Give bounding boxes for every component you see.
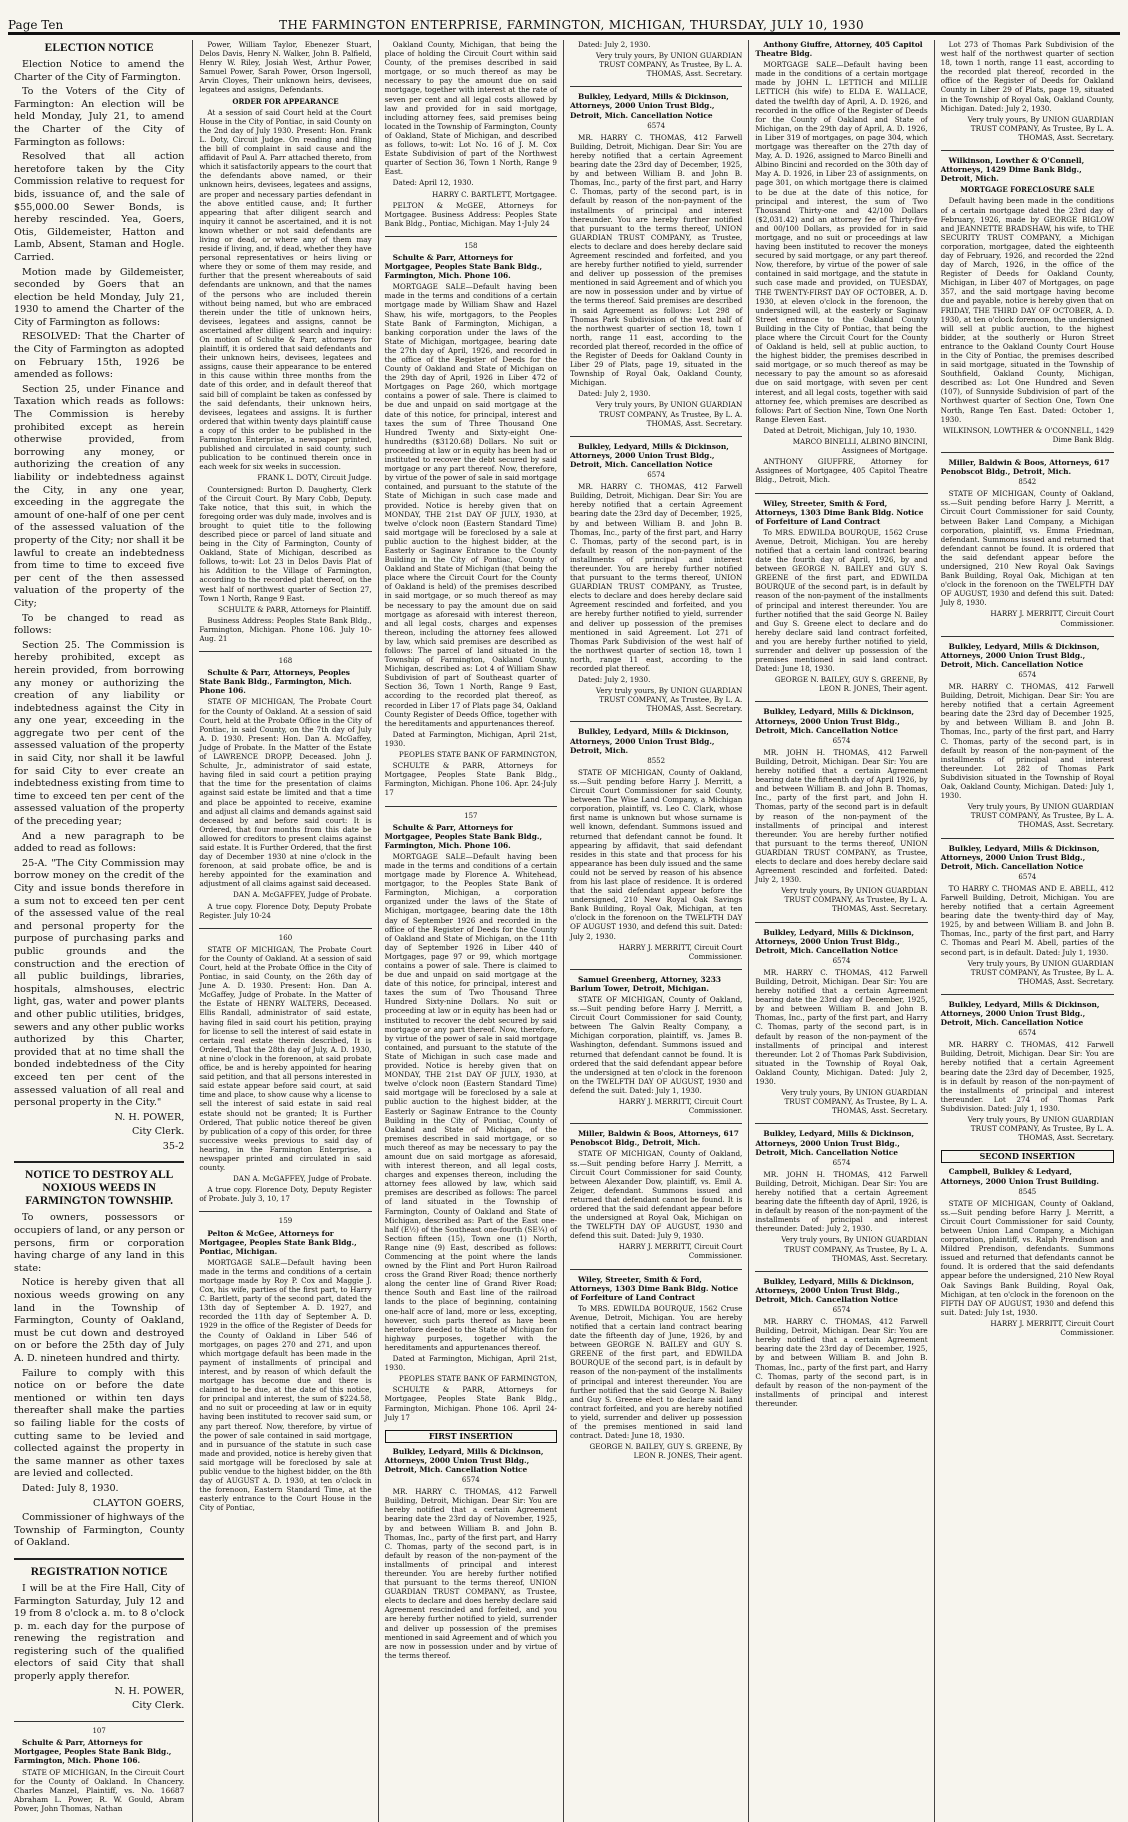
probate-foot: A true copy. Florence Doty, Deputy Register of Probate. July 3, 10, 17 bbox=[199, 1185, 372, 1204]
suit-body: STATE OF MICHIGAN, County of Oakland, ss.—Suit pending before Harry J. Merritt, a Circuit Court Commissioner for said County, between Alexander Dow, plaintiff, vs. Emil A. Zeiger, defendant. Summons issued and returned that defendant cannot be found. It is ordered that the said defendant appear before the undersigned at Royal Oak, Michigan on the TWELFTH DAY OF AUGUST, 1930 and defend this suit. Dated: July 9, 1930. bbox=[569, 1149, 743, 1241]
divider bbox=[941, 994, 1114, 995]
cancellation-notice bbox=[941, 1000, 1114, 1142]
attorney-line: Schulte & Parr, Attorneys for Mortgagee, Peoples State Bank Bldg., Farmington, Mich. Phone 106. bbox=[384, 252, 543, 281]
agent-signature: GEORGE N. BAILEY, GUY S. GREENE, By LEON R. JONES, Their agent. bbox=[774, 675, 928, 694]
judge-signature: DAN A. McGAFFEY, Judge of Probate. bbox=[233, 890, 372, 900]
weeds-notice bbox=[14, 1169, 184, 1549]
attorney-line: Wilkinson, Lowther & O'Connell, Attorneys, 1429 Dime Bank Bldg., Detroit, Mich. bbox=[940, 156, 1085, 184]
notice-number: 168 bbox=[278, 657, 293, 666]
commissioner-signature: HARRY J. MERRITT, Circuit Court Commissioner. bbox=[618, 1097, 743, 1116]
probate-body: STATE OF MICHIGAN, The Probate Court for the County of Oakland. At a session of said Court, held at the Probate Office in the City of Pontiac, in said County, on the 7th day of July A. D. 1930. Present: Hon. Dan A. McGaffey, Judge of Probate. In the Matter of the Estate of LAWRENCE DROPP, Deceased. John J. Schulte, Jr., administrator of said estate, having filed in said court a petition praying that the time for the presentation of claims against said estate be limited and that a time and place be appointed to receive, examine and adjust all claims and demands against said deceased by and before said court: It is Ordered, that four months from this date be allowed for creditors to present claims against said estate. It is Further Ordered, that the first day of December 1930 at nine o'clock in the forenoon, at said probate office, be and is hereby appointed for the examination and adjustment of all claims against said deceased. bbox=[199, 697, 372, 889]
attorney-line: Samuel Greenberg, Attorney, 3233 Barlum Tower, Detroit, Michigan. bbox=[569, 974, 722, 993]
attorney-line: Bulkley, Ledyard, Mills & Dickinson, Attorneys, 2000 Union Trust Bldg., Detroit, Mich. Cancellation Notice bbox=[755, 927, 915, 955]
election-num: 35-2 bbox=[162, 1140, 185, 1152]
mortgage-foot: SCHULTE & PARR, Attorneys for Mortgagee, Peoples State Bank Bldg., Farmington, Michigan. Phone 106. Apr. 24-July 17 bbox=[384, 761, 557, 798]
attorney-line: Schulte & Parr, Attorneys, Peoples State Bank Bldg., Farmington, Mich. Phone 106. bbox=[199, 668, 352, 696]
masthead bbox=[8, 6, 1120, 35]
mortgage-sale-shaw bbox=[385, 242, 557, 798]
notice-dated: Dated: July 2, 1930. bbox=[577, 675, 651, 685]
forfeiture-body: To MRS. EDWILDA BOURQUE, 1562 Cruse Avenue, Detroit, Michigan. You are hereby notified that a certain land contract bearing date the fifteenth day of June, 1926, by and between GEORGE N. BAILEY and GUY S. GREENE of the first part, and EDWILDA BOURQUE of the second part, is in default by reason of the non-payment of the installments of principal and interest thereunder. You are further notified that the said George N. Bailey and Guy S. Greene elect to declare said land contract forfeited, and you are hereby notified to yield, surrender and deliver up possession of the premises mentioned in said land contract. Dated: June 18, 1930. bbox=[569, 1303, 743, 1441]
land-contract-forfeiture bbox=[570, 1275, 742, 1461]
notice-number: 8552 bbox=[647, 756, 666, 765]
mortgage-dated: Dated: April 12, 1930. bbox=[392, 178, 474, 188]
trust-signature: Very truly yours, By UNION GUARDIAN TRUST COMPANY, As Trustee, By L. A. THOMAS, Asst. Secretary. bbox=[967, 1115, 1114, 1143]
attorney-line: Schulte & Parr, Attorneys for Mortgagee, Peoples State Bank Bldg., Farmington, Mich. Phone 106. bbox=[14, 1738, 172, 1766]
notice-number: 6574 bbox=[1018, 670, 1037, 679]
attorney-line: Bulkley, Ledyard, Mills & Dickinson, Attorneys, 2000 Union Trust Bldg., Detroit, Mich. Cancellation Notice bbox=[569, 92, 729, 120]
attorney-line: Bulkley, Ledyard, Mills & Dickinson, Attorneys, 2000 Union Trust Bldg., Detroit, Mich. Cancellation Notice bbox=[755, 1276, 915, 1304]
cancellation-notice bbox=[941, 642, 1114, 830]
mortgage-sale-whitehead bbox=[385, 812, 557, 1422]
mortgage-foreclosure-sale bbox=[941, 156, 1114, 444]
attorney-line: Anthony Giuffre, Attorney, 405 Capitol Theatre Bldg. bbox=[755, 40, 923, 59]
attorney-line: Bulkley, Ledyard, Mills & Dickinson, Attorneys, 2000 Union Trust Bldg., Detroit, Mich. Cancellation Notice bbox=[755, 707, 915, 735]
judge-signature: DAN A. McGAFFEY, Judge of Probate. bbox=[233, 1174, 372, 1184]
election-notice-p5: Section 25, under Finance and Taxation which reads as follows: The Commission is hereby prohibited except as herein otherwise provided, from borrowing any money, or authorizing the creation of any liability or indebtedness against the City, in any one year, exceeding in the aggregate the amount of one-half of one per cent of the assessed valuation of the property of the City; nor shall it be lawful to create an indebtedness from time to time to exceed five per cent of the then assessed valuation of the property of the City; bbox=[14, 383, 185, 609]
mortgage-body: Oakland County, Michigan, that being the place of holding the Circuit Court within said County, of the premises described in said mortgage, or so much thereof as may be necessary to pay the amount due on said mortgage, together with interest at the rate of seven per cent and all legal costs allowed by law and provided for in said mortgage, including attorney fees, said premises being located in the Township of Farmington, County of Oakland, State of Michigan, and described as follows, to-wit: Lot No. 16 of J. M. Cox Estate Subdivision of part of the Northwest quarter of Section 36, Town 1 North, Range 9 East. bbox=[384, 40, 557, 177]
cancellation-notice bbox=[570, 442, 742, 714]
cancellation-notice bbox=[385, 1447, 557, 1660]
notice-number: 6574 bbox=[832, 1306, 851, 1314]
cancellation-body: MR. HARRY C. THOMAS, 412 Farwell Building, Detroit, Michigan. Dear Sir: You are hereby notified that a certain Agreement bearing date the 23rd day of December, 1925, by and between William B. and John B. Thomas, Inc., party of the first part, and Harry C. Thomas, party of the second part, is in default by reason of the non-payment of the installments of principal and interest thereunder. bbox=[755, 1317, 928, 1408]
weeds-p1: To owners, possessors or occupiers of land, or any person or persons, firm or corporation having charge of any land in this state: bbox=[14, 1212, 185, 1274]
column-5 bbox=[749, 40, 934, 1822]
attorney-line: Miller, Baldwin & Boos, Attorneys, 617 Penobscot Bldg., Detroit, Mich. bbox=[940, 457, 1110, 477]
cancellation-notice bbox=[755, 928, 927, 1116]
notice-number: 6574 bbox=[1018, 872, 1037, 881]
column-4 bbox=[564, 40, 749, 1822]
divider bbox=[14, 1161, 184, 1163]
election-notice-p1: To the Voters of the City of Farmington: An election will be held Monday, July 21, to amend the Charter of the City of Farmington as follows: bbox=[14, 86, 185, 148]
election-notice-p3: Motion made by Gildemeister, seconded by Goers that an election be held Monday, July 21, 1930 to amend the Charter of the City of Farmington as follows: bbox=[14, 266, 185, 328]
divider bbox=[941, 636, 1114, 637]
notice-dated: Dated: July 2, 1930. bbox=[577, 389, 651, 399]
cancellation-body: MR. HARRY C. THOMAS, 412 Farwell Building, Detroit, Michigan. Dear Sir: You are hereby notified that a certain Agreement bearing date the 23rd day of December, 1925, by and between William B. and John B. Thomas, Inc., party of the first part, and Harry C. Thomas, party of the second part, is in default by reason of the non-payment of the installments of principal and interest thereunder. You are hereby further notified that pursuant to the terms thereof, UNION GUARDIAN TRUST COMPANY, as Trustee, elects to declare and does hereby declare said Agreement rescinded and forfeited, and you are hereby further notified to yield, surrender and deliver up possession of the premises mentioned in said Agreement and of which you are now in possession under and by virtue of the terms thereof. Said premises are described in said Agreement as follows: Lot 298 of Thomas Park Subdivision of the west half of the northwest quarter of section 18, town 1 north, range 11 east, according to the recorded plat thereof, recorded in the office of the Register of Deeds for Oakland County in Liber 29 of Plats, page 19, situated in the Township of Royal Oak, Oakland County, Michigan. bbox=[569, 132, 743, 388]
suit-body: STATE OF MICHIGAN, County of Oakland, ss.—Suit pending before Harry J. Merritt, a Circuit Court Commissioner for said County, between Union Land Company, a Michigan corporation, plaintiff, vs. Ralph Prendison and Mildred Prendison, defendants. Summons issued and returned that defendants cannot be found. It is ordered that the said defendants appear before the undersigned, 210 New Royal Oak Savings Bank Building, Royal Oak, Michigan, at ten o'clock in the forenoon on the FIFTH DAY OF AUGUST, 1930 and defend this suit. Dated: July 1st, 1930. bbox=[940, 1198, 1114, 1317]
judge-signature: FRANK L. DOTY, Circuit Judge. bbox=[257, 473, 372, 483]
attorney-line: Campbell, Bulkley & Ledyard, Attorneys, 2000 Union Trust Building. bbox=[940, 1167, 1099, 1186]
weeds-notice-title: NOTICE TO DESTROY ALL NOXIOUS WEEDS IN FARMINGTON TOWNSHIP. bbox=[24, 1169, 174, 1208]
weeds-signer: CLAYTON GOERS, bbox=[93, 1497, 185, 1509]
election-notice-p4: RESOLVED: That the Charter of the City of Farmington as adopted on February 15th, 1926 be amended as follows: bbox=[14, 331, 185, 381]
mortgagee-signature: HARRY C. BARTLETT, Mortgagee. bbox=[431, 189, 557, 199]
cancellation-body: MR. HARRY C. THOMAS, 412 Farwell Building, Detroit, Michigan. Dear Sir: You are hereby notified that a certain Agreement bearing date the 23rd day of December, 1925, by and between William B. and John B. Thomas, Inc., party of the first part, and Harry C. Thomas, party of the second part, is in default by reason of the non-payment of the installments of principal and interest thereunder. Lot 2 of Thomas Park Subdivision, situated in the Township of Royal Oak, Oakland County, Michigan. Dated: July 2, 1930. bbox=[755, 967, 928, 1087]
notice-number: 157 bbox=[464, 811, 478, 820]
divider bbox=[755, 493, 927, 494]
attorney-line: Bulkley, Ledyard, Mills & Dickinson, Attorneys, 2000 Union Trust Bldg., Detroit, Mich. Cancellation Notice bbox=[569, 441, 729, 469]
notice-number: 107 bbox=[92, 1726, 106, 1735]
column-6 bbox=[935, 40, 1120, 1822]
trust-signature: Very truly yours, By UNION GUARDIAN TRUST COMPANY, As Trustee, By L. A. THOMAS, Asst. Secretary. bbox=[967, 114, 1114, 142]
cancellation-body: MR. HARRY C. THOMAS, 412 Farwell Building, Detroit, Michigan. Dear Sir: You are hereby notified that a certain Agreement bearing date the 23rd day of November, 1925, by and between William B. and John B. Thomas, Inc., party of the first part, and Harry C. Thomas, party of the second part, is in default by reason of the non-payment of the installments of principal and interest thereunder. You are hereby further notified that pursuant to the terms thereof, UNION GUARDIAN TRUST COMPANY, as Trustee, elects to declare and does hereby declare said Agreement rescinded and forfeited, and you are hereby further notified to yield, surrender and deliver up possession of the premises mentioned in said Agreement and of which you are now in possession under and by virtue of the terms thereof. bbox=[384, 1487, 557, 1660]
cancellation-body: MR. JOHN H. THOMAS, 412 Farwell Building, Detroit, Michigan. Dear Sir: You are hereby notified that a certain Agreement bearing date the fifteenth day of April 1926, by and between William B. and John B. Thomas, Inc., party of the first part, and John H. Thomas, party of the second part is in default by reason of the non-payment of the installments of principal and interest thereunder. You are hereby further notified that pursuant to the terms thereof, UNION GUARDIAN TRUST COMPANY, as Trustee, elects to declare and does hereby declare said Agreement rescinded and forfeited. Dated: July 2, 1930. bbox=[755, 747, 928, 885]
foreclosure-heading: MORTGAGE FORECLOSURE SALE bbox=[960, 185, 1095, 195]
attorney-line: Bulkley, Ledyard, Mills & Dickinson, Attorneys, 2000 Union Trust Bldg., Detroit, Mich. Cancellation Notice bbox=[940, 999, 1100, 1028]
notice-number: 8542 bbox=[1018, 478, 1037, 487]
cancellation-notice bbox=[755, 1277, 927, 1408]
mortgage-body: MORTGAGE SALE—Default having been made in the terms and conditions of a certain mortgage made by Florence A. Whitehead, mortgagor, to the Peoples State Bank of Farmington, Michigan, a corporation organized under the laws of the State of Michigan, mortgagee, bearing date the 18th day of September 1926 and recorded in the office of the Register of Deeds for the County of Oakland and State of Michigan, on the 11th day of September 1926 in Liber 440 of Mortgages, page 97 or 99, which mortgage contains a power of sale. There is claimed to be due and unpaid on said mortgage at the date of this notice, for principal, interest and taxes the sum of Two Thousand Three Hundred Sixty-nine Dollars. No suit or proceeding at law or in equity has been had or instituted to recover the debt secured by said mortgage or any part thereof. Now, therefore, by virtue of the power of sale in said mortgage contained, and pursuant to the statute of the State of Michigan in such case made and provided. Notice is hereby given that on MONDAY, THE 21st DAY OF JULY, 1930, at twelve o'clock noon (Eastern Standard Time) said mortgage will be foreclosed by a sale at public auction to the highest bidder, at the Easterly or Saginaw Entrance to the County Building in the City of Pontiac, County of Oakland and State of Michigan, of the premises described in said mortgage, or so much thereof as may be necessary to pay the amount due on said mortgage as aforesaid, with interest thereon, and all legal costs, charges and expenses thereon, including the attorney fees allowed by law, which said premises are described as follows: The parcel of land situated in the Township of Farmington, County of Oakland and State of Michigan, described as: Part of the East one-half (E½) of the Southeast one-fourth (SE¼) of Section fifteen (15), Town one (1) North, Range nine (9) East, described as follows: Commencing at the point where the lands owned by the Flint and Port Huron Railroad cross the Grand River Road; thence northerly along the center line of Grand River Road; thence South and East line of the railroad lands to the place of beginning, containing one-half acre of land, more or less, excepting, however, such parts thereof as have been heretofore deeded to the State of Michigan for highway purposes, together with the hereditaments and appurtenances thereof. bbox=[384, 851, 557, 1352]
notice-number: 6574 bbox=[832, 1158, 851, 1167]
commissioner-signature: HARRY J. MERRITT, Circuit Court Commissioner. bbox=[990, 609, 1114, 628]
election-signer: N. H. POWER, bbox=[114, 1111, 185, 1123]
attorney-line: Bulkley, Ledyard, Mills & Dickinson, Attorneys, 2000 Union Trust Bldg., Detroit, Mich. bbox=[569, 727, 729, 755]
election-notice-p8: And a new paragraph to be added to read as follows: bbox=[14, 830, 185, 855]
trust-signature: Very truly yours, By UNION GUARDIAN TRUST COMPANY, As Trustee, By L. A. THOMAS, Asst. Secretary. bbox=[595, 686, 743, 714]
order-heading: ORDER FOR APPEARANCE bbox=[232, 96, 339, 106]
notice-number: 6574 bbox=[647, 471, 666, 480]
attorney-line: Bulkley, Ledyard, Mills & Dickinson, Attorneys, 2000 Union Trust Bldg., Detroit, Mich. Cancellation Notice bbox=[940, 641, 1100, 669]
divider bbox=[199, 928, 371, 929]
divider bbox=[199, 1211, 371, 1212]
divider bbox=[570, 1123, 742, 1124]
divider bbox=[755, 1123, 927, 1124]
attorney-line: Bulkley, Ledyard, Mills & Dickinson, Attorneys, 2000 Union Trust Bldg., Detroit, Mich. Cancellation Notice bbox=[755, 1129, 915, 1157]
bank-signature: PEOPLES STATE BANK OF FARMINGTON, bbox=[398, 1374, 557, 1384]
notice-number: 6574 bbox=[461, 1476, 480, 1485]
trust-signature: Very truly yours, By UNION GUARDIAN TRUST COMPANY, As Trustee, By L. A. THOMAS, Asst. Secretary. bbox=[595, 400, 743, 428]
order-tail: Countersigned: Burton D. Daugherty, Clerk of the Circuit Court. By Mary Cobb, Deputy. Take notice, that this suit, in which the foregoing order was duly made, involves and is brought to quiet title to the following described piece or parcel of land situate and being in the City of Farmington, County of Oakland, State of Michigan, described as follows, to-wit: Lot 23 in Delos Davis Plat of his Addition to the Village of Farmington, according to the recorded plat thereof, on the west half of northwest quarter of Section 27, Town 1 North, Range 9 East. bbox=[199, 484, 372, 603]
court-suit-notice bbox=[570, 1129, 742, 1260]
divider bbox=[941, 452, 1114, 453]
commissioner-signature: HARRY J. MERRITT, Circuit Court Commissioner. bbox=[618, 942, 743, 961]
divider bbox=[385, 806, 557, 807]
commissioner-signature: HARRY J. MERRITT, Circuit Court Commissioner. bbox=[990, 1318, 1114, 1337]
cancellation-body: MR. HARRY C. THOMAS, 412 Farwell Building, Detroit, Michigan. Dear Sir: You are hereby notified that a certain Agreement bearing date the 23rd day of December 1925, by and between William B. and John B. Thomas, Inc., party of the first part, and Harry C. Thomas, party of the second part, is in default by reason of the non-payment of the installments of principal and interest thereunder. Lot 282 of Thomas Park Subdivision situated in the Township of Royal Oak, Oakland County, Michigan. Dated: July 1, 1930. bbox=[940, 682, 1114, 801]
mortgage-dated: Dated at Farmington, Michigan, April 21st, 1930. bbox=[384, 729, 557, 748]
notice-number: 160 bbox=[278, 933, 293, 942]
mortgage-body: MORTGAGE SALE—Default having been made in the terms and conditions of a certain mortgage made by Roy P. Cox and Maggie J. Cox, his wife, parties of the first part, to Harry C. Bartlett, party of the second part, dated the 13th day of September A. D. 1927, and recorded the 11th day of September A. D. 1929 in the office of the Register of Deeds for the County of Oakland in Liber 546 of mortgages, on pages 270 and 271, and upon which mortgage default has been made in the payment of installments of principal and interest, and by reason of which default the mortgage has become due and there is claimed to be due, at the date of this notice, for principal and interest, the sum of $224.58, and no suit or proceeding at law or in equity having been instituted to recover said sum, or any part thereof. Now, therefore, by virtue of the power of sale contained in said mortgage, and in pursuance of the statute in such case made and provided, notice is hereby given that said mortgage will be foreclosed by sale at public vendue to the highest bidder, on the 8th day of AUGUST A. D. 1930, at ten o'clock in the forenoon, Eastern Standard Time, at the easterly entrance to the Court House in the City of Pontiac, bbox=[199, 1257, 372, 1513]
commissioner-signature: HARRY J. MERRITT, Circuit Court Commissioner. bbox=[618, 1242, 743, 1261]
registration-signer: N. H. POWER, bbox=[114, 1685, 185, 1697]
mortgage-sale-cox bbox=[199, 1217, 371, 1512]
page-number: Page Ten bbox=[8, 18, 64, 32]
foreclosure-body: Default having been made in the conditions of a certain mortgage dated the 23rd day of February, 1926, made by GEORGE BIGLOW and JEANNETTE BRADSHAW, his wife, to THE SECURITY TRUST COMPANY, a Michigan corporation, mortgagee, dated the eighteenth day of February, 1926, and recorded the 22nd day of March, 1926, in the office of the Register of Deeds for Oakland County, Michigan, in Liber 407 of Mortgages, on page 357, and the said mortgage having become due and payable, notice is hereby given that on FRIDAY, THE THIRD DAY OF OCTOBER, A. D. 1930, at ten o'clock forenoon, the undersigned will sell at public auction, to the highest bidder, at the southerly or Huron Street entrance to the Oakland County Court House in the City of Pontiac, the premises described in said mortgage, situated in the Township of Southfield, Oakland County, Michigan, described as: Lot One Hundred and Seven (107), of Sunnyside Subdivision of part of the Northwest quarter of Section One, Town One North, Range Ten East. Dated: October 1, 1930. bbox=[940, 196, 1114, 424]
attorney-line: Bulkley, Ledyard, Mills & Dickinson, Attorneys, 2000 Union Trust Bldg., Detroit, Mich. Cancellation Notice bbox=[384, 1446, 544, 1474]
election-notice-title: ELECTION NOTICE bbox=[44, 42, 154, 54]
divider bbox=[570, 969, 742, 970]
weeds-signer-title: Commissioner of highways of the Township of Farmington, County of Oakland. bbox=[14, 1512, 185, 1549]
weeds-dated: Dated: July 8, 1930. bbox=[22, 1482, 119, 1494]
mortgage-sale-lettich bbox=[755, 40, 927, 485]
trust-signature: Very truly yours, By UNION GUARDIAN TRUST COMPANY, As Trustee, By L. A. THOMAS, Asst. Secretary. bbox=[781, 1088, 928, 1116]
election-notice-p2: Resolved that all action heretofore taken by the City Commission relative to request for bids, issuance of, and the sale of $55,000.00 Sewer Bonds, is hereby rescinded. Yea, Goers, Otis, Gildemeister, Hatton and Lamb, Absent, Staman and Hogle. Carried. bbox=[14, 151, 185, 263]
registration-signer-title: City Clerk. bbox=[132, 1700, 185, 1712]
court-suit-notice bbox=[941, 1167, 1114, 1337]
divider bbox=[755, 1271, 927, 1272]
order-foot: Business Address: Peoples State Bank Bldg., Farmington, Michigan. Phone 106. July 10-Aug. 21 bbox=[199, 615, 372, 643]
election-notice-p6: To be changed to read as follows: bbox=[14, 612, 185, 637]
columns bbox=[8, 40, 1120, 1814]
probate-notice-walters bbox=[199, 934, 371, 1204]
order-for-appearance bbox=[199, 40, 371, 643]
cancellation-body: MR. HARRY C. THOMAS, 412 Farwell Building, Detroit, Michigan. Dear Sir: You are hereby notified that a certain Agreement bearing date the 23rd day of December, 1925, is in default by reason of the non-payment of the installments of principal and interest thereunder. Lot 274 of Thomas Park Subdivision. Dated: July 1, 1930. bbox=[940, 1040, 1114, 1113]
cancellation-body: MR. HARRY C. THOMAS, 412 Farwell Building, Detroit, Michigan. Dear Sir: You are hereby notified that a certain Agreement bearing date the 23rd day of December, 1925, by and between William B. and John B. Thomas, Inc., party of the first part, and Harry C. Thomas, party of the second part, is in default by reason of the non-payment of the installments of principal and interest thereunder. You are hereby further notified that pursuant to the terms thereof, UNION GUARDIAN TRUST COMPANY, as Trustee, elects to declare and does hereby declare said Agreement rescinded and forfeited, and you are hereby further notified to yield, surrender and deliver up possession of the premises mentioned in said Agreement. Lot 271 of Thomas Park Subdivision of the west half of the northwest quarter of section 18, town 1 north, range 11 east, according to the recorded plat thereof. bbox=[569, 482, 743, 673]
cancellation-notice-cont bbox=[941, 40, 1114, 142]
divider bbox=[14, 1721, 184, 1722]
defendants-list: Power, William Taylor, Ebenezer Stuart, Delos Davis, Henry N. Walker, John B. Palfield, Henry W. Riley, Josiah West, Arthur Power, Samuel Power, Sarah Power, Orson Ingersoll, Arvin Cloyes, Their unknown heirs, devisees, legatees and assigns, Defendants. bbox=[199, 40, 372, 95]
chancery-notice bbox=[14, 1727, 184, 1814]
mortgage-foot: PELTON & McGEE, Attorneys for Mortgagee. Business Address: Peoples State Bank Bldg., Pontiac, Michigan. May 1-July 24 bbox=[384, 200, 557, 228]
mortgage-foot: ANTHONY GIUFFRE, Attorney for Assignees of Mortgagee, 405 Capitol Theatre Bldg., Detroit, Mich. bbox=[755, 457, 928, 485]
election-notice-lead: Election Notice to amend the Charter of the City of Farmington. bbox=[14, 59, 185, 83]
first-insertion-banner: FIRST INSERTION bbox=[385, 1430, 557, 1443]
cancellation-notice bbox=[755, 1129, 927, 1262]
attorney-signature: WILKINSON, LOWTHER & O'CONNELL, 1429 Dime Bank Bldg. bbox=[943, 425, 1114, 444]
cancellation-notice bbox=[570, 92, 742, 427]
divider bbox=[570, 1269, 742, 1270]
notice-number: 6574 bbox=[647, 121, 666, 130]
registration-notice-title: REGISTRATION NOTICE bbox=[30, 1565, 168, 1578]
mortgage-sale-cox-cont bbox=[385, 40, 557, 228]
notice-number: 6574 bbox=[1018, 1029, 1037, 1038]
weeds-p3: Failure to comply with this notice on or before the date mentioned or within ten days thereafter shall make the parties so failing liable for the costs of cutting same to be levied and collected against the property in the same manner as other taxes are levied and collected. bbox=[14, 1367, 185, 1480]
election-notice-p7: Section 25. The Commission is hereby prohibited, except as herein provided, from borrowing any money or authorizing the creation of any liability or indebtedness against the City in any one year, exceeding in the aggregate two per cent of the assessed valuation of the property in said City, nor shall it be lawful for said City to ever create an indebtedness existing from time to time to exceed ten per cent of the assessed valuation of the property of the preceding year; bbox=[14, 639, 185, 828]
mortgage-foot: SCHULTE & PARR, Attorneys for Mortgagee, Peoples State Bank Bldg., Farmington, Michigan. Phone 106. April 24-July 17 bbox=[384, 1385, 557, 1422]
divider bbox=[570, 721, 742, 722]
trust-signature: Very truly yours, By UNION GUARDIAN TRUST COMPANY, As Trustee, By L. A. THOMAS, Asst. Secretary. bbox=[781, 886, 928, 914]
assignee-signature: MARCO BINELLI, ALBINO BINCINI, Assignees of Mortgage. bbox=[792, 437, 928, 456]
attorney-line: Wiley, Streeter, Smith & Ford, Attorneys, 1303 Dime Bank Bldg. Notice of Forfeiture of Land Contract bbox=[755, 498, 924, 526]
suit-body: STATE OF MICHIGAN, County of Oakland, ss.—Suit pending before Harry J. Merritt, a Circuit Court Commissioner for said County, between Baker Land Company, a Michigan corporation, plaintiff, vs. Emma Friedman, defendant. Summons issued and returned that defendant cannot be found. It is ordered that the said defendant appear before the undersigned, 210 New Royal Oak Savings Bank Building, Royal Oak, Michigan at ten o'clock in the forenoon on the TWELFTH DAY OF AUGUST, 1930 and defend this suit. Dated: July 8, 1930. bbox=[940, 489, 1114, 608]
trust-signature: Very truly yours, By UNION GUARDIAN TRUST COMPANY, As Trustee, By L. A. THOMAS, Asst. Secretary. bbox=[781, 1235, 928, 1263]
registration-p1: I will be at the Fire Hall, City of Farmington Saturday, July 12 and 19 from 8 o'clock a. m. to 8 o'clock p. m. each day for the purpose of renewing the registration and registering such of the qualified electors of said City that shall properly apply therefor. bbox=[14, 1582, 185, 1683]
probate-notice-dropp bbox=[199, 657, 371, 920]
attorney-line: Wiley, Streeter, Smith & Ford, Attorneys, 1303 Dime Bank Bldg. Notice of Forfeiture of Land Contract bbox=[569, 1274, 739, 1302]
court-suit-notice bbox=[941, 458, 1114, 628]
attorney-line: Schulte & Parr, Attorneys for Mortgagee, Peoples State Bank Bldg., Farmington, Mich. Phone 106. bbox=[384, 822, 543, 850]
trust-signature: Very truly yours, By UNION GUARDIAN TRUST COMPANY, As Trustee, By L. A. THOMAS, Asst. Secretary. bbox=[967, 958, 1114, 986]
newspaper-title: THE FARMINGTON ENTERPRISE, FARMINGTON, MICHIGAN, THURSDAY, JULY 10, 1930 bbox=[279, 18, 865, 32]
probate-foot: A true copy. Florence Doty, Deputy Probate Register. July 10-24 bbox=[199, 901, 372, 920]
notice-number: 159 bbox=[278, 1217, 293, 1226]
court-suit-notice bbox=[570, 727, 742, 960]
notice-number: 158 bbox=[464, 241, 478, 250]
chancery-text: STATE OF MICHIGAN, In the Circuit Court for the County of Oakland. In Chancery. Charles Manzel, Plaintiff, vs. No. 16687 Abraham L. Power, R. W. Gould, Abram Power, John Thomas, Nathan bbox=[14, 1767, 185, 1814]
mortgage-body: MORTGAGE SALE—Default having been made in the terms and conditions of a certain mortgage made by William Shaw and Hazel Shaw, his wife, mortgagors, to the Peoples State Bank of Farmington, Michigan, a banking corporation under the laws of the State of Michigan, mortgagee, bearing date the 27th day of April, 1926, and recorded in the office of the Register of Deeds for the County of Oakland and State of Michigan on the 29th day of April, 1926 in Liber 472 of Mortgages on Page 260, which mortgage contains a power of sale. There is claimed to be due and unpaid on said mortgage at the date of this notice, for principal, interest and taxes the sum of Three Thousand One Hundred Twenty and Sixty-eight One-hundredths ($3120.68) Dollars. No suit or proceeding at law or in equity has been had or instituted to recover the debt secured by said mortgage or any part thereof. Now, therefore, by virtue of the power of sale in said mortgage contained, and pursuant to the statute of the State of Michigan in such case made and provided. Notice is hereby given that on MONDAY, THE 21st DAY OF JULY, 1930, at twelve o'clock noon (Eastern Standard Time) said mortgage will be foreclosed by a sale at public auction to the highest bidder, at the Easterly or Saginaw Entrance to the County Building in the City of Pontiac, County of Oakland and State of Michigan (that being the place where the Circuit Court for the County of Oakland is held) of the premises described in said mortgage, or so much thereof as may be necessary to pay the amount due on said mortgage as aforesaid with interest thereon, and all legal costs, charges and expenses thereon, including the attorney fees allowed by law, which said premises are described as follows: The parcel of land situated in the Township of Farmington, Oakland County, Michigan, described as: Lot 4 of William Shaw Subdivision of part of Southeast quarter of Section 36, Town 1 North, Range 9 East, according to the recorded plat thereof, as recorded in Liber 17 of Plats page 34, Oakland County Register of Deeds Office, together with the hereditaments and appurtenances thereof. bbox=[384, 282, 557, 728]
column-3 bbox=[379, 40, 564, 1822]
agent-signature: GEORGE N. BAILEY, GUY S. GREENE, By LEON R. JONES, Their agent. bbox=[589, 1442, 743, 1461]
cancellation-notice-cont bbox=[570, 40, 742, 78]
divider bbox=[385, 236, 557, 237]
land-contract-forfeiture bbox=[755, 499, 927, 694]
election-notice bbox=[14, 42, 184, 1153]
column-2 bbox=[193, 40, 378, 1822]
election-signer-title: City Clerk. bbox=[132, 1126, 185, 1138]
trust-signature: Very truly yours, By UNION GUARDIAN TRUST COMPANY, As Trustee, By L. A. THOMAS, Asst. Secretary. bbox=[595, 51, 743, 79]
notice-number: 6574 bbox=[832, 736, 851, 745]
mortgage-body: MORTGAGE SALE—Default having been made in the conditions of a certain mortgage made by JOHN L. LETTICH and MILLIE LETTICH (his wife) to ELDA E. WALLACE, dated the twelfth day of April, A. D. 1926, and recorded in the office of the Register of Deeds for the County of Oakland and State of Michigan, on the 29th day of April, A. D. 1926, in Liber 319 of mortgages, on page 304, which mortgage was thereafter on the 27th day of May, A. D. 1926, assigned to Marco Binelli and Albino Bincini and recorded on the 30th day of May A. D. 1926, in Liber 23 of assignments, on page 301, on which mortgage there is claimed to be due at the date of this notice, for principal and interest, the sum of Two Thousand Thirty-one and 42/100 Dollars ($2,031.42) and an attorney fee of Thirty-five and 00/100 Dollars, as provided for in said mortgage, and no suit or proceedings at law having been instituted to recover the moneys secured by said mortgage, or any part thereof. Now, therefore, by virtue of the power of sale contained in said mortgage, and the statute in such case made and provided, on TUESDAY, THE TWENTY-FIRST DAY OF OCTOBER, A. D. 1930, at eleven o'clock in the forenoon, the undersigned will, at the easterly or Saginaw Street entrance to the Oakland County Building in the City of Pontiac, that being the place where the Circuit Court for the County of Oakland is held, sell at public auction, to the highest bidder, the premises described in said mortgage, or so much thereof as may be necessary to pay the amount so as aforesaid due on said mortgage, with seven per cent interest, and all legal costs, together with said attorney fee, which premises are described as follows: Part of Section Nine, Town One North Range Eleven East. bbox=[755, 60, 928, 424]
court-suit-notice bbox=[570, 975, 742, 1115]
probate-body: STATE OF MICHIGAN, The Probate Court for the County of Oakland. At a session of said Court, held at the Probate Office in the City of Pontiac, in said County, on the 26th day of June A. D. 1930. Present: Hon. Dan A. McGaffey, Judge of Probate. In the Matter of the Estate of HENRY WALTERS, Deceased. Ellis Randall, administrator of said estate, having filed in said court his petition, praying for license to sell the interest of said estate in certain real estate therein described, It is Ordered, That the 28th day of July, A. D. 1930, at nine o'clock in the forenoon, at said probate office, be and is hereby appointed for hearing said petition, and that all persons interested in said estate appear before said court, at said time and place, to show cause why a license to sell the interest of said estate in said real estate should not be granted; It is Further Ordered, That public notice thereof be given by publication of a copy of this order, for three successive weeks previous to said day of hearing, in the Farmington Enterprise, a newspaper printed and circulated in said county. bbox=[199, 944, 372, 1173]
divider bbox=[941, 150, 1114, 151]
cancellation-notice bbox=[941, 844, 1114, 986]
second-insertion-banner: SECOND INSERTION bbox=[941, 1150, 1114, 1163]
cancellation-body: Lot 273 of Thomas Park Subdivision of the west half of the northwest quarter of section 18, town 1 north, range 11 east, according to the recorded plat thereof, recorded in the office of the Register of Deeds for Oakland County in Liber 29 of Plats, page 19, situated in the Township of Royal Oak, Oakland County, Michigan. Dated: July 2, 1930. bbox=[940, 40, 1114, 113]
order-body: At a session of said Court held at the Court House in the City of Pontiac, in said County on the 2nd day of July 1930. Present: Hon. Frank L. Doty, Circuit Judge. On reading and filing the bill of complaint in said cause and the affidavit of Paul A. Parr attached thereto, from which it satisfactorily appears to the court that the defendants above named, or their unknown heirs, devisees, legatees and assigns, are proper and necessary parties defendant in the above entitled cause, and; It further appearing that after diligent search and inquiry it cannot be ascertained, and it is not known whether or not said defendants are living or dead, or where any of them may reside if living, and, if dead, whether they have personal representatives or heirs living or where they or some of them may reside, and further that the present whereabouts of said defendants are unknown, and that the names of the persons who are included therein without being named, but who are embraced therein under the title of unknown heirs, devisees, legatees and assigns, cannot be ascertained after diligent search and inquiry: On motion of Schulte & Parr, attorneys for plaintiff, it is ordered that said defendants and their unknown heirs, devisees, legatees and assigns, cause their appearance to be entered in this cause within three months from the date of this order, and in default thereof that said bill of complaint be taken as confessed by the said defendants, their unknown heirs, devisees, legatees and assigns. It is further ordered that within twenty days plaintiff cause a copy of this order to be published in the Farmington Enterprise, a newspaper printed, published and circulated in said county, such publication to be continued therein once in each week for six weeks in succession. bbox=[199, 107, 372, 472]
column-1 bbox=[8, 40, 193, 1822]
registration-notice bbox=[14, 1566, 184, 1713]
notice-number: 8545 bbox=[1018, 1187, 1037, 1196]
cancellation-body: MR. JOHN H. THOMAS, 412 Farwell Building, Detroit, Michigan. Dear Sir: You are hereby notified that a certain Agreement bearing date the fifteenth day of April, 1926, is in default by reason of the non-payment of the installments of principal and interest thereunder. Dated: July 2, 1930. bbox=[755, 1169, 928, 1234]
forfeiture-body: To MRS. EDWILDA BOURQUE, 1562 Cruse Avenue, Detroit, Michigan. You are hereby notified that a certain land contract bearing date the fourth day of April, 1926, by and between GEORGE N. BAILEY and GUY S. GREENE of the first part, and EDWILDA BOURQUE of the second part, is in default by reason of the non-payment of the installments of principal and interest thereunder. You are further notified that the said George N. Bailey and Guy S. Greene elect to declare and do hereby declare said land contract forfeited, and you are hereby further notified to yield, surrender and deliver up possession of the premises mentioned in said land contract. Dated: June 18, 1930. bbox=[755, 527, 928, 674]
divider bbox=[570, 436, 742, 437]
attorney-line: Pelton & McGee, Attorneys for Mortgagee, Peoples State Bank Bldg., Pontiac, Michigan. bbox=[199, 1228, 357, 1256]
mortgage-dated: Dated at Farmington, Michigan, April 21st, 1930. bbox=[384, 1354, 557, 1373]
divider bbox=[570, 86, 742, 87]
attorney-line: Bulkley, Ledyard, Mills & Dickinson, Attorneys, 2000 Union Trust Bldg., Detroit, Mich. Cancellation Notice bbox=[940, 843, 1100, 871]
divider bbox=[941, 838, 1114, 839]
divider bbox=[755, 701, 927, 702]
notice-dated: Dated: July 2, 1930. bbox=[577, 40, 651, 49]
notice-number: 6574 bbox=[832, 956, 851, 965]
cancellation-body: TO HARRY C. THOMAS AND E. ABELL, 412 Farwell Building, Detroit, Michigan. You are hereby notified that a certain Agreement bearing date the twenty-third day of May, 1925, by and between William B. and John B. Thomas, Inc., party of the first part, and Harry C. Thomas and Pearl M. Abell, parties of the second part, is in default. Dated: July 1, 1930. bbox=[940, 883, 1114, 957]
trust-signature: Very truly yours, By UNION GUARDIAN TRUST COMPANY, As Trustee, By L. A. THOMAS, Asst. Secretary. bbox=[967, 802, 1114, 830]
suit-body: STATE OF MICHIGAN, County of Oakland, ss.—Suit pending before Harry J. Merritt, a Circuit Court Commissioner for said County, between The Wise Land Company, a Michigan corporation, plaintiff, vs. Leo C. Clark, whose first name is unknown but whose surname is well known, defendant. Summons issued and returned that defendant cannot be found. It appearing by affidavit, that said defendant resides in this state and that process for his appearance has been duly issued and the same could not be served by reason of his absence from his last place of residence. It is ordered that the said defendant appear before the undersigned, 210 New Royal Oak Savings Bank Building, Royal Oak, Michigan, at ten o'clock in the forenoon on the TWELFTH DAY OF AUGUST 1930, and defend this suit. Dated: July 2, 1930. bbox=[569, 767, 743, 941]
divider bbox=[755, 922, 927, 923]
attorney-signature: SCHULTE & PARR, Attorneys for Plaintiff. bbox=[218, 604, 372, 614]
weeds-p2: Notice is hereby given that all noxious weeds growing on any land in the Township of Farmington, County of Oakland, must be cut down and destroyed on or before the 25th day of July A. D. nineteen hundred and thirty. bbox=[14, 1277, 185, 1364]
election-notice-p9: 25-A. "The City Commission may borrow money on the credit of the City and issue bonds therefore in a sum not to exceed ten per cent of the assessed value of the real and personal property for the purpose of purchasing parks and public grounds and the construction and the erection of all public buildings, libraries, hospitals, almshouses, electric light, gas, water and power plants and other public utilities, bridges, sewers and any other public works authorized by this Charter, provided that at no time shall the bonded indebtedness of the City exceed ten per cent of the assessed valuation of all real and personal property in the City." bbox=[14, 857, 185, 1109]
cancellation-notice bbox=[755, 707, 927, 913]
divider bbox=[14, 1558, 184, 1560]
mortgage-dated: Dated at Detroit, Michigan, July 10, 1930. bbox=[763, 425, 917, 435]
suit-body: STATE OF MICHIGAN, County of Oakland, ss.—Suit pending before Harry J. Merritt, a Circuit Court Commissioner for said County, between The Galvin Realty Company, a Michigan corporation, plaintiff, vs. James B. Washington, defendant. Summons issued and returned that defendant cannot be found. It is ordered that the said defendant appear before the undersigned at ten o'clock in the forenoon on the TWELFTH DAY OF AUGUST, 1930 and defend the suit. Dated: July 1, 1930. bbox=[569, 995, 743, 1095]
bank-signature: PEOPLES STATE BANK OF FARMINGTON, bbox=[398, 750, 557, 760]
attorney-line: Miller, Baldwin & Boos, Attorneys, 617 Penobscot Bldg., Detroit, Mich. bbox=[569, 1129, 739, 1148]
divider bbox=[199, 651, 371, 652]
